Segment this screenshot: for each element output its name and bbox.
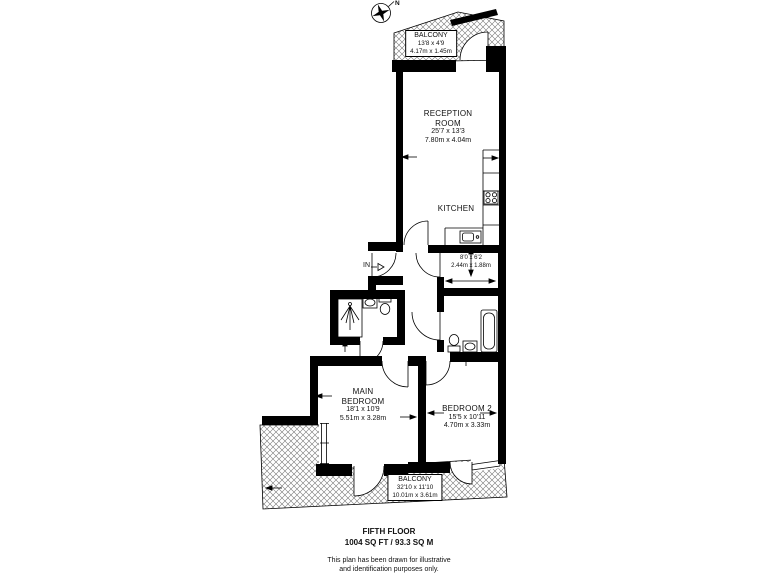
disclaimer (327, 556, 450, 574)
north-compass (372, 2, 395, 23)
bedroom2-label (442, 404, 492, 430)
shower-icon (338, 299, 362, 337)
entry-door (372, 253, 396, 277)
bedroom2-imperial: 15'5 x 10'11 (448, 413, 486, 421)
balcony-bottom-metric: 10.01m x 3.61m (392, 491, 438, 499)
balcony-bottom-label (387, 474, 442, 501)
disclaimer-line2: and identification purposes only. (339, 566, 439, 574)
main-bedroom-label (340, 387, 386, 423)
disclaimer-line1: This plan has been drawn for illustrative (327, 557, 451, 564)
bedroom2-door (426, 361, 450, 385)
shower-room-fixtures (338, 297, 391, 337)
kitchen-door (404, 221, 428, 245)
balcony-bottom-name: BALCONY (398, 476, 432, 483)
main-bedroom-imperial: 18'1 x 10'9 (346, 406, 380, 414)
balcony-top-label (405, 30, 457, 57)
entry-in-label: IN (363, 262, 370, 269)
floor-title (345, 527, 433, 549)
kitchen-sink-icon (460, 231, 481, 243)
reception-imperial: 25'7 x 13'3 (431, 128, 465, 136)
bedroom2-name: BEDROOM 2 (442, 404, 492, 413)
utility-imperial: 8'0 x 6'2 (460, 255, 482, 261)
balcony-bottom-imperial: 32'10 x 11'10 (396, 484, 434, 492)
reception-name-line2: ROOM (435, 118, 461, 128)
balcony-top-name: BALCONY (414, 32, 448, 39)
bathroom-door (412, 312, 440, 340)
balcony-top-imperial: 13'8 x 4'9 (417, 40, 445, 48)
north-arrow (389, 2, 395, 7)
reception-width-arrows (402, 155, 498, 160)
bathroom-fixtures (448, 310, 497, 352)
reception-metric: 7.80m x 4.04m (424, 136, 472, 144)
main-bedroom-metric: 5.51m x 3.28m (339, 414, 387, 422)
toilet-icon (448, 335, 460, 353)
reception-name-line1: RECEPTION (423, 109, 473, 118)
compass-north-label: N (395, 0, 400, 7)
balcony-top-metric: 4.17m x 1.45m (410, 47, 452, 55)
main-bedroom-name-line2: BEDROOM (341, 396, 385, 406)
kitchen-fixtures (445, 150, 499, 245)
toilet-icon (379, 297, 391, 315)
utility-door (416, 253, 440, 277)
utility-metric: 2.44m x 1.88m (451, 262, 491, 269)
main-bedroom-door (382, 361, 408, 387)
floor-area: 1004 SQ FT / 93.3 SQ M (344, 537, 434, 547)
main-bedroom-name-line1: MAIN (352, 387, 374, 396)
bathtub-icon (481, 310, 497, 352)
floor-name: FIFTH FLOOR (362, 527, 416, 536)
kitchen-label: KITCHEN (437, 204, 475, 213)
bedroom2-metric: 4.70m x 3.33m (443, 421, 491, 429)
entry-arrow-icon (371, 264, 384, 271)
utility-room-label (451, 255, 491, 271)
reception-room-label (424, 109, 472, 145)
stove-icon (484, 191, 498, 204)
sink-icon (463, 341, 477, 352)
